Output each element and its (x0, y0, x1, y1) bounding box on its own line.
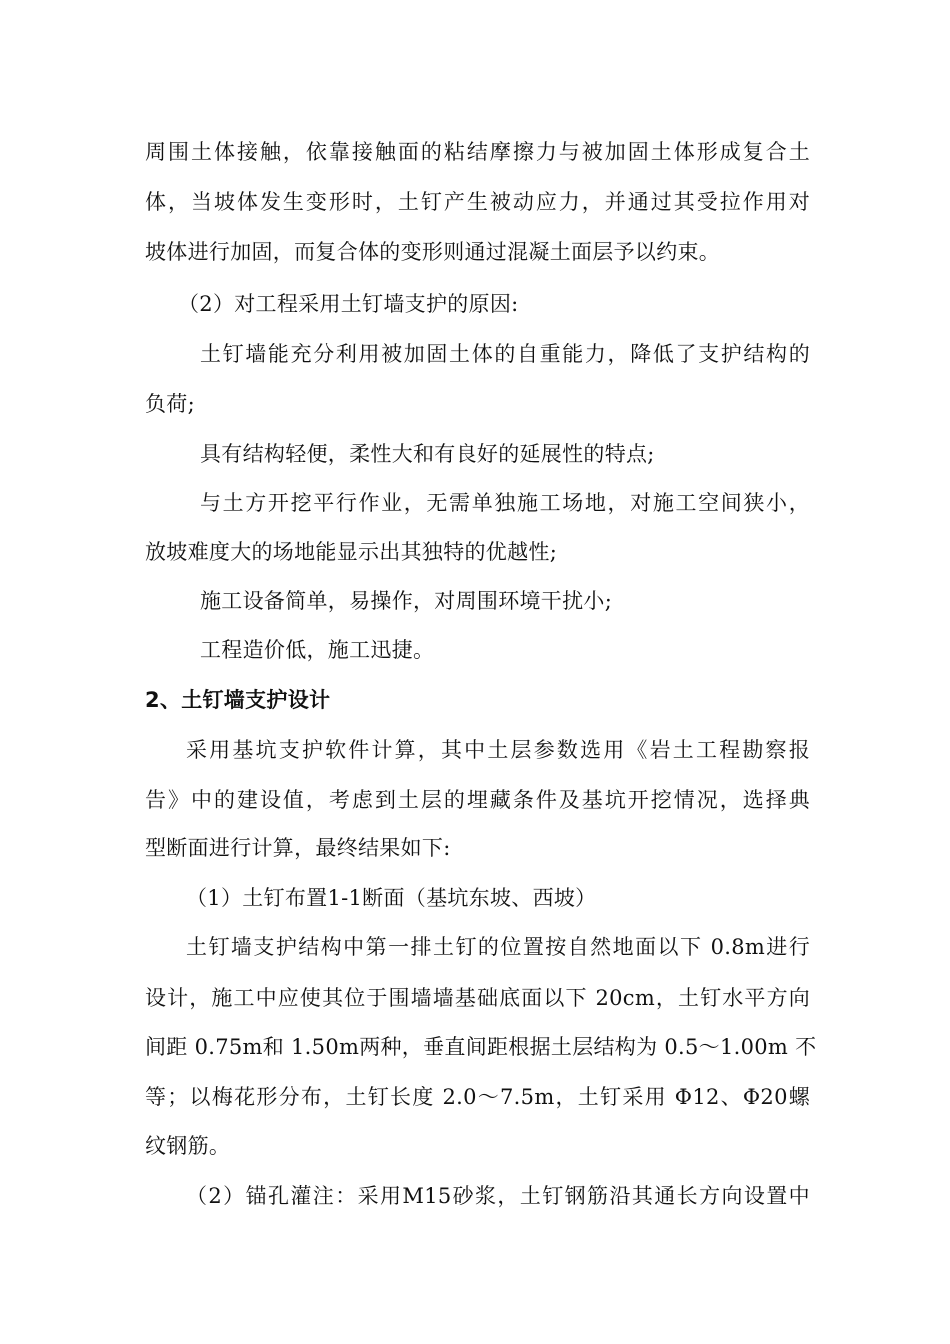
text-line: 体，当坡体发生变形时，土钉产生被动应力，并通过其受拉作用对 (145, 190, 810, 214)
text-line: 告》中的建设值，考虑到土层的埋藏条件及基坑开挖情况，选择典 (145, 788, 810, 812)
section-heading: 2、土钉墙支护设计 (145, 688, 331, 712)
text-line: 工程造价低，施工迅捷。 (200, 638, 435, 662)
text-line: 周围土体接触，依靠接触面的粘结摩擦力与被加固土体形成复合土 (145, 140, 810, 164)
text-line: 坡体进行加固，而复合体的变形则通过混凝土面层予以约束。 (145, 240, 721, 264)
text-line: 与土方开挖平行作业，无需单独施工场地，对施工空间狭小， (200, 491, 810, 515)
text-line: 设计，施工中应使其位于围墙墙基础底面以下 20cm，土钉水平方向 (145, 986, 810, 1010)
text-line: 放坡难度大的场地能显示出其独特的优越性; (145, 540, 558, 564)
text-line: 型断面进行计算，最终结果如下: (145, 836, 451, 860)
text-line: 纹钢筋。 (145, 1134, 231, 1158)
text-line: 具有结构轻便，柔性大和有良好的延展性的特点; (200, 442, 655, 466)
text-line: 等；以梅花形分布，土钉长度 2.0～7.5m，土钉采用 Φ12、Φ20螺 (145, 1085, 810, 1109)
text-line: 采用基坑支护软件计算，其中土层参数选用《岩土工程勘察报 (186, 738, 810, 762)
text-line: 施工设备简单，易操作，对周围环境干扰小; (200, 589, 613, 613)
text-line: 土钉墙支护结构中第一排土钉的位置按自然地面以下 0.8m进行 (186, 935, 810, 959)
text-line: （2）锚孔灌注：采用M15砂浆，土钉钢筋沿其通长方向设置中 (186, 1184, 810, 1208)
text-line: （2）对工程采用土钉墙支护的原因: (178, 292, 519, 316)
text-line: 负荷; (145, 392, 195, 416)
text-line: （1）土钉布置1-1断面（基坑东坡、西坡） (186, 886, 597, 910)
text-line: 土钉墙能充分利用被加固土体的自重能力，降低了支护结构的 (200, 342, 810, 366)
text-line: 间距 0.75m和 1.50m两种，垂直间距根据土层结构为 0.5～1.00m 不 (145, 1035, 817, 1059)
